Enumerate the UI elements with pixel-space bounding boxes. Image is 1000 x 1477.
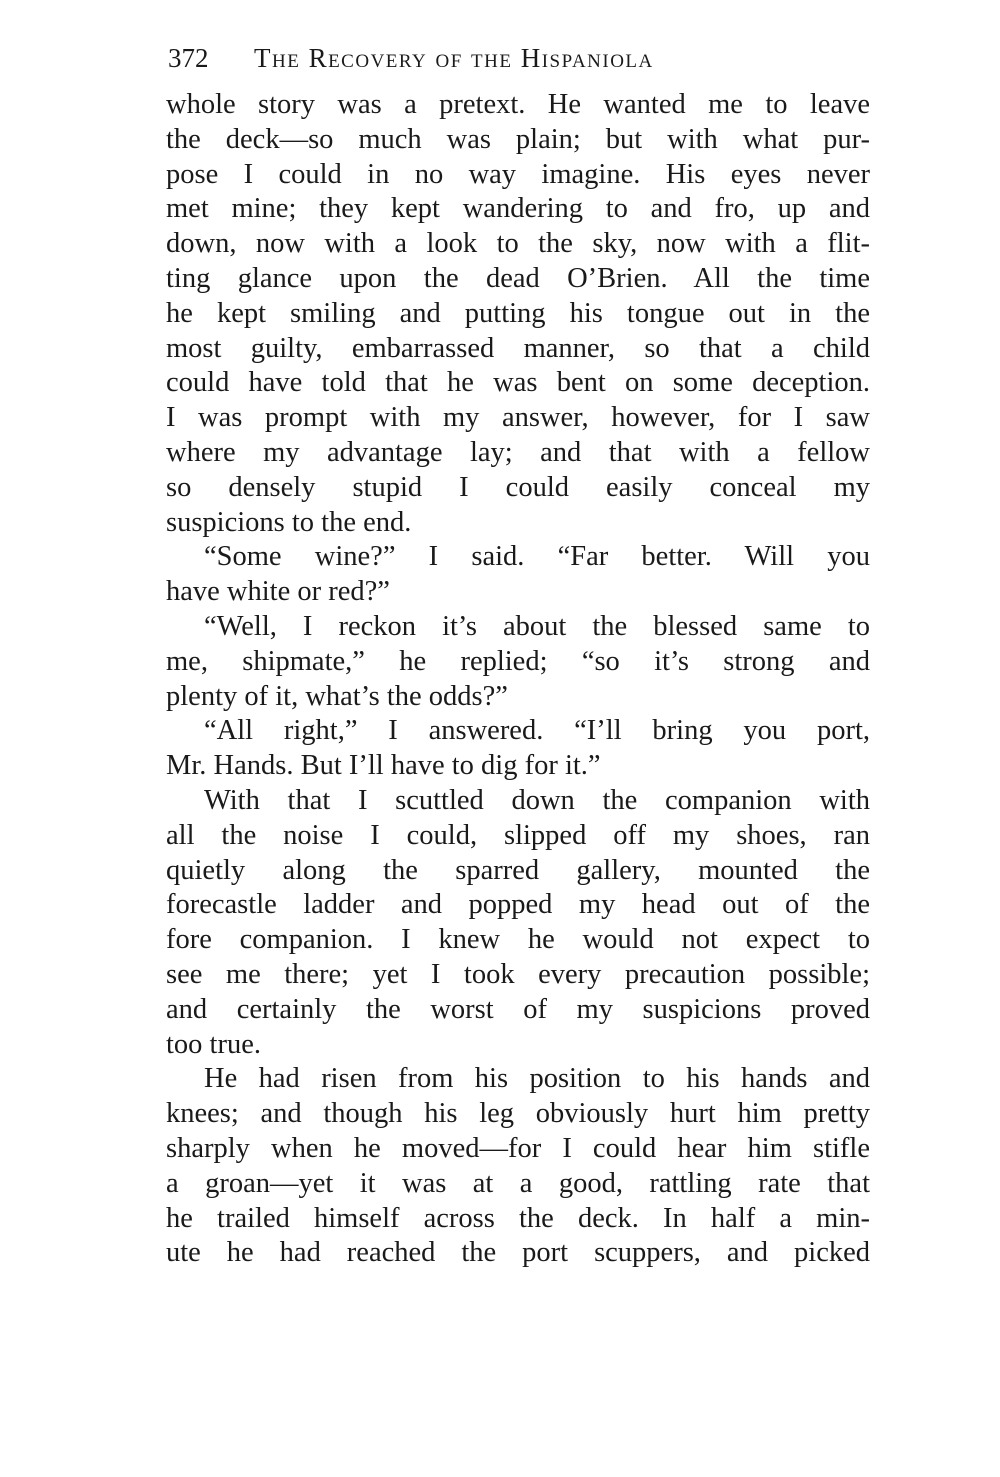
text-line: pose I could in no way imagine. His eyes never <box>166 158 870 190</box>
body-text <box>166 88 870 1271</box>
text-line: and certainly the worst of my suspicions proved <box>166 993 870 1025</box>
text-line: where my advantage lay; and that with a fellow <box>166 436 870 468</box>
text-line: knees; and though his leg obviously hurt him pretty <box>166 1098 870 1130</box>
text-line: all the noise I could, slipped off my shoes, ran <box>166 819 870 851</box>
text-line: plenty of it, what’s the odds?” <box>166 680 508 712</box>
text-line: With that I scuttled down the companion with <box>204 784 870 816</box>
text-line: “Some wine?” I said. “Far better. Will you <box>204 541 870 573</box>
page-number: 372 <box>168 43 209 73</box>
text-line: he kept smiling and putting his tongue out in the <box>166 297 870 329</box>
text-line: me, shipmate,” he replied; “so it’s strong and <box>166 645 870 677</box>
text-line: ting glance upon the dead O’Brien. All the time <box>166 262 870 294</box>
text-line: quietly along the sparred gallery, mounted the <box>166 854 870 886</box>
text-line: most guilty, embarrassed manner, so that a child <box>166 332 870 364</box>
text-line: have white or red?” <box>166 576 390 608</box>
text-line: whole story was a pretext. He wanted me to leave <box>166 89 870 120</box>
text-line: he trailed himself across the deck. In half a min- <box>166 1202 870 1234</box>
text-line: down, now with a look to the sky, now with a flit- <box>166 228 870 260</box>
text-line: the deck—so much was plain; but with what pur- <box>166 123 870 155</box>
text-line: forecastle ladder and popped my head out of the <box>166 889 870 921</box>
text-line: fore companion. I knew he would not expect to <box>166 924 870 956</box>
text-line: could have told that he was bent on some deception. <box>166 367 870 399</box>
text-line: I was prompt with my answer, however, for I saw <box>166 402 870 434</box>
text-line: see me there; yet I took every precaution possible; <box>166 958 870 990</box>
page-header <box>168 40 868 76</box>
text-line: “Well, I reckon it’s about the blessed same to <box>204 610 870 642</box>
text-line: suspicions to the end. <box>166 506 412 538</box>
text-line: sharply when he moved—for I could hear him stifle <box>166 1132 870 1164</box>
text-line: a groan—yet it was at a good, rattling rate that <box>166 1167 870 1199</box>
text-line: so densely stupid I could easily conceal my <box>166 471 870 503</box>
text-line: met mine; they kept wandering to and fro, up and <box>166 193 870 225</box>
text-line: ute he had reached the port scuppers, and picked <box>166 1237 870 1269</box>
text-line: “All right,” I answered. “I’ll bring you port, <box>204 715 870 747</box>
text-line: He had risen from his position to his hands and <box>204 1063 870 1095</box>
running-title: The Recovery of the Hispaniola <box>254 43 654 73</box>
text-line: too true. <box>166 1028 261 1060</box>
text-line: Mr. Hands. But I’ll have to dig for it.” <box>166 750 601 782</box>
